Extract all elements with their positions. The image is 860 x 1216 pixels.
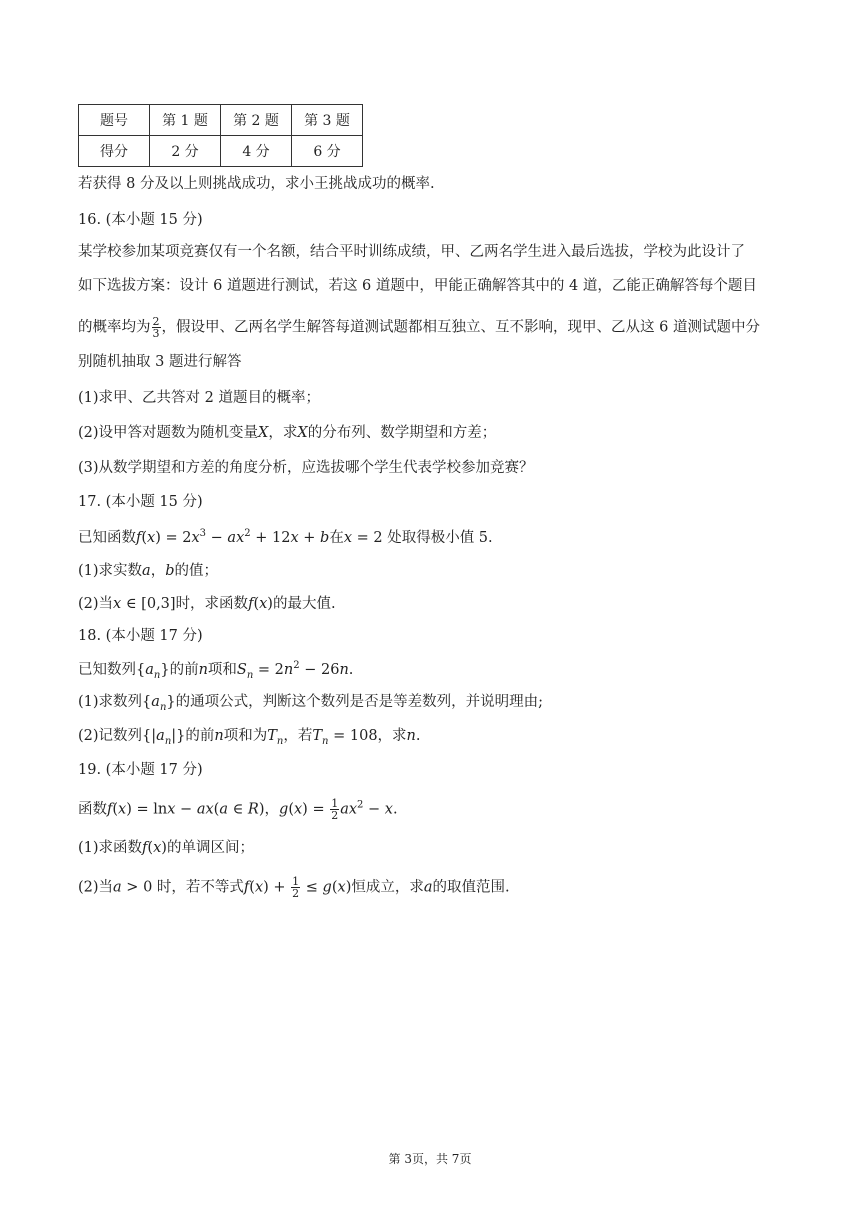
- math-formula: b: [320, 530, 330, 546]
- math-formula: R: [247, 801, 259, 818]
- table-cell: 第 3 题: [292, 105, 363, 136]
- math-formula: a: [423, 879, 433, 896]
- text-span: (1)求实数: [78, 563, 143, 579]
- text-span: 的最大值.: [272, 596, 336, 612]
- math-formula: x: [337, 879, 346, 896]
- fraction: [291, 876, 300, 899]
- text-span: 恒成立，求: [351, 879, 424, 896]
- text-span: 的通项公式，判断这个数列是否是等差数列，并说明理由;: [175, 694, 544, 710]
- math-formula: n: [214, 728, 224, 744]
- text-span: (2)设甲答对题数为随机变量: [78, 425, 259, 441]
- math-formula: a: [113, 879, 122, 896]
- fraction-numerator: 1: [331, 797, 339, 810]
- text-span: 的前: [169, 662, 199, 678]
- math-formula: T: [312, 728, 323, 744]
- math-formula: ax: [340, 801, 358, 818]
- table-cell: 题号: [79, 105, 150, 136]
- table-cell: 第 2 题: [221, 105, 292, 136]
- q15-tail-text: 若获得 8 分及以上则挑战成功，求小王挑战成功的概率.: [78, 176, 435, 192]
- text-span: ，若: [283, 728, 313, 744]
- q16-heading: 16. (本小题 15 分): [78, 212, 203, 228]
- math-formula: x: [254, 879, 264, 896]
- math-formula: S: [236, 662, 247, 678]
- math-formula: f: [107, 801, 113, 818]
- fraction-numerator: 1: [292, 875, 300, 888]
- table-cell: 4 分: [221, 136, 292, 167]
- math-formula: f: [248, 596, 254, 612]
- text-span: 项和: [207, 662, 237, 678]
- text-span: ，假设甲、乙两名学生解答每道测试题都相互独立、互不影响，现甲、乙从这 6 道测试题中分: [161, 319, 760, 336]
- text-span: ，求: [377, 728, 407, 744]
- text-span: 的概率均为: [78, 319, 151, 336]
- math-variable: X: [258, 425, 269, 441]
- math-formula: f: [142, 840, 148, 856]
- text-span: 的前: [185, 728, 215, 744]
- q17-statement: 已知函数$f(x) = 2x^3 - ax^2 + 12x + b$在x = 2 处取得极小值 5.: [78, 528, 493, 546]
- math-formula: x: [343, 530, 352, 546]
- table-cell: 得分: [79, 136, 150, 167]
- math-formula: a: [151, 694, 160, 710]
- q19-heading: 19. (本小题 17 分): [78, 762, 203, 778]
- q16-subquestion-3: (3)从数学期望和方差的角度分析，应选拔哪个学生代表学校参加竞赛？: [78, 460, 534, 476]
- table-row: [79, 136, 363, 167]
- fraction-denominator: 3: [152, 327, 160, 340]
- math-formula: x: [259, 596, 268, 612]
- text-span: 处取得极小值 5.: [382, 530, 493, 546]
- text-span: (1)求函数: [78, 840, 143, 856]
- math-formula: ax: [227, 530, 245, 546]
- text-span: 项和为: [223, 728, 268, 744]
- table-cell: 2 分: [150, 136, 221, 167]
- math-formula: b: [165, 563, 175, 579]
- math-formula: g: [279, 801, 289, 818]
- text-span: (2)记数列: [78, 728, 143, 744]
- fraction-numerator: 2: [152, 315, 160, 328]
- q18-subquestion-2: (2)记数列$\{|a_n|\}$的前n项和为$T_n$，若$T_n = 108$，求n.: [78, 728, 421, 747]
- q18-heading: 18. (本小题 17 分): [78, 628, 203, 644]
- q18-statement: 已知数列$\{a_n\}$的前n项和$S_n = 2n^2 - 26n$.: [78, 660, 354, 681]
- math-formula: x: [191, 530, 200, 546]
- math-formula: a: [219, 801, 228, 818]
- math-formula: n: [198, 662, 208, 678]
- math-formula: a: [142, 563, 151, 579]
- q16-subquestion-1: (1)求甲、乙共答对 2 道题目的概率；: [78, 390, 320, 406]
- q19-subquestion-2: (2)当a > 0 时，若不等式f(x) + $\frac{1}{2}$ ≤ g(x)恒成立，求a的取值范围.: [78, 875, 510, 900]
- math-variable: X: [297, 425, 308, 441]
- math-formula: x: [293, 801, 303, 818]
- fraction-denominator: 2: [292, 887, 300, 900]
- q16-paragraph-line: 某学校参加某项竞赛仅有一个名额，结合平时训练成绩，甲、乙两名学生进入最后选拔，学校为此设计了: [78, 244, 745, 260]
- q19-subquestion-1: (1)求函数f(x)的单调区间；: [78, 840, 254, 856]
- math-formula: a: [145, 662, 154, 678]
- table-cell: 6 分: [292, 136, 363, 167]
- text-span: 已知数列: [78, 662, 136, 678]
- score-table: [78, 104, 363, 167]
- q17-subquestion-2: (2)当x ∈ [0,3]时，求函数f(x)的最大值.: [78, 596, 336, 612]
- text-span: 的值；: [174, 563, 218, 579]
- fraction: [152, 316, 161, 339]
- text-span: 的分布列、数学期望和方差；: [307, 425, 497, 441]
- q17-subquestion-1: (1)求实数a，b的值；: [78, 563, 218, 579]
- text-span: 的单调区间；: [166, 840, 254, 856]
- text-span: (2)当: [78, 596, 114, 612]
- math-formula: n: [283, 662, 294, 678]
- text-span: 时，若不等式: [152, 879, 244, 896]
- q17-heading: 17. (本小题 15 分): [78, 494, 203, 510]
- math-formula: T: [267, 728, 277, 744]
- q18-subquestion-1: (1)求数列$\{a_n\}$的通项公式，判断这个数列是否是等差数列，并说明理由;: [78, 694, 544, 713]
- math-formula: x: [147, 530, 156, 546]
- math-formula: x: [167, 801, 176, 818]
- math-formula: f: [136, 530, 142, 546]
- text-span: 已知函数: [78, 530, 136, 546]
- q19-statement: 函数f(x) = lnx − ax(a ∈ R)，g(x) = $\frac{1}{2}$ $ax^2 - x$.: [78, 797, 398, 822]
- fraction-denominator: 2: [331, 809, 339, 822]
- math-formula: f: [243, 879, 250, 896]
- q16-paragraph-line: 如下选拔方案：设计 6 道题进行测试，若这 6 道题中，甲能正确解答其中的 4 道，乙能正确解答每个题目: [78, 278, 757, 294]
- table-cell: 第 1 题: [150, 105, 221, 136]
- math-formula: a: [156, 728, 165, 744]
- math-formula: x: [153, 840, 162, 856]
- fraction: [330, 798, 339, 821]
- math-formula: g: [322, 879, 332, 896]
- q16-paragraph-line: [78, 316, 760, 339]
- math-formula: x: [384, 801, 393, 818]
- text-span: 函数: [78, 801, 107, 818]
- math-formula: x: [118, 801, 127, 818]
- math-formula: n: [406, 728, 416, 744]
- table-row: [79, 105, 363, 136]
- page-footer: 第 3页，共 7页: [388, 1152, 472, 1166]
- math-formula: ax: [196, 801, 214, 818]
- text-span: 的取值范围.: [432, 879, 510, 896]
- text-span: (1)求数列: [78, 694, 143, 710]
- math-formula: n: [339, 662, 349, 678]
- q16-paragraph-line: 别随机抽取 3 题进行解答: [78, 354, 242, 370]
- math-formula: x: [290, 530, 299, 546]
- text-span: ，求: [268, 425, 298, 441]
- text-span: (2)当: [78, 879, 114, 896]
- math-formula: x: [113, 596, 122, 612]
- q16-subquestion-2: [78, 423, 496, 443]
- text-span: 时，求函数: [175, 596, 249, 612]
